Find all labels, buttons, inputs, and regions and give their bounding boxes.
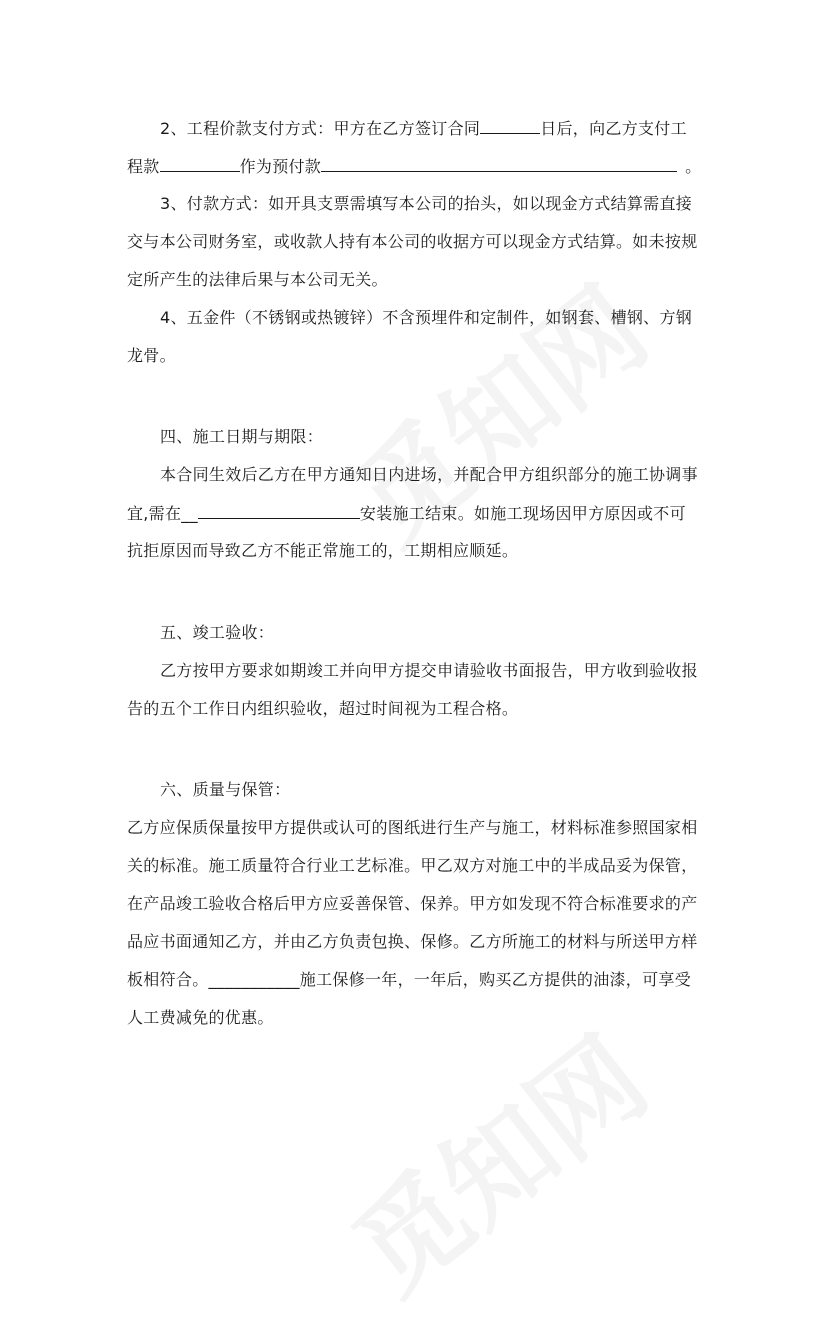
section4-line1: 本合同生效后乙方在甲方通知日内进场，并配合甲方组织部分的施工协调事 (160, 465, 698, 484)
section6-line1: 乙方应保质保量按甲方提供或认可的图纸进行生产与施工，材料标准参照国家相 (127, 818, 698, 837)
section5-line1: 乙方按甲方要求如期竣工并向甲方提交申请验收书面报告，甲方收到验收报 (160, 661, 698, 680)
item2-line1: 2、工程价款支付方式：甲方在乙方签订合同 日后，向乙方支付工 (160, 116, 687, 141)
section6-heading: 六、质量与保管： (160, 780, 291, 799)
watermark-lower (316, 995, 673, 1323)
blank-contract-days (480, 116, 540, 134)
item3-line1: 3、付款方式：如开具支票需填写本公司的抬头，如以现金方式结算需直接 (160, 194, 693, 213)
blank-completion-date (198, 501, 360, 519)
item3-line2: 交与本公司财务室，或收款人持有本公司的收据方可以现金方式结算。如未按规 (127, 232, 698, 251)
section6-line2: 关的标准。施工质量符合行业工艺标准。甲乙双方对施工中的半成品妥为保管， (127, 856, 698, 875)
section4-heading: 四、施工日期与期限： (160, 427, 324, 446)
section6-line5: 板相符合。___________施工保修一年，一年后，购买乙方提供的油漆，可享受 (127, 970, 692, 989)
section6-line3: 在产品竣工验收合格后甲方应妥善保管、保养。甲方如发现不符合标准要求的产 (127, 894, 698, 913)
item4-line2: 龙骨。 (127, 346, 176, 365)
section5-line2: 告的五个工作日内组织验收，超过时间视为工程合格。 (127, 699, 519, 718)
section4-line2: 宜,需在__ 安装施工结束。如施工现场因甲方原因或不可 (127, 501, 686, 526)
item3-line3: 定所产生的法律后果与本公司无关。 (127, 270, 388, 289)
section6-line4: 品应书面通知乙方，并由乙方负责包换、保修。乙方所施工的材料与所送甲方样 (127, 932, 698, 951)
section6-line6: 人工费减免的优惠。 (127, 1008, 274, 1027)
item4-line1: 4、五金件（不锈钢或热镀锌）不含预埋件和定制件，如钢套、槽钢、方钢 (160, 308, 693, 327)
section5-heading: 五、竣工验收： (160, 623, 275, 642)
item2-line2: 程款 作为预付款 。 (127, 154, 701, 179)
blank-advance-amount (160, 154, 240, 172)
section4-line3: 抗拒原因而导致乙方不能正常施工的，工期相应顺延。 (127, 541, 519, 560)
blank-advance-note (321, 154, 677, 172)
